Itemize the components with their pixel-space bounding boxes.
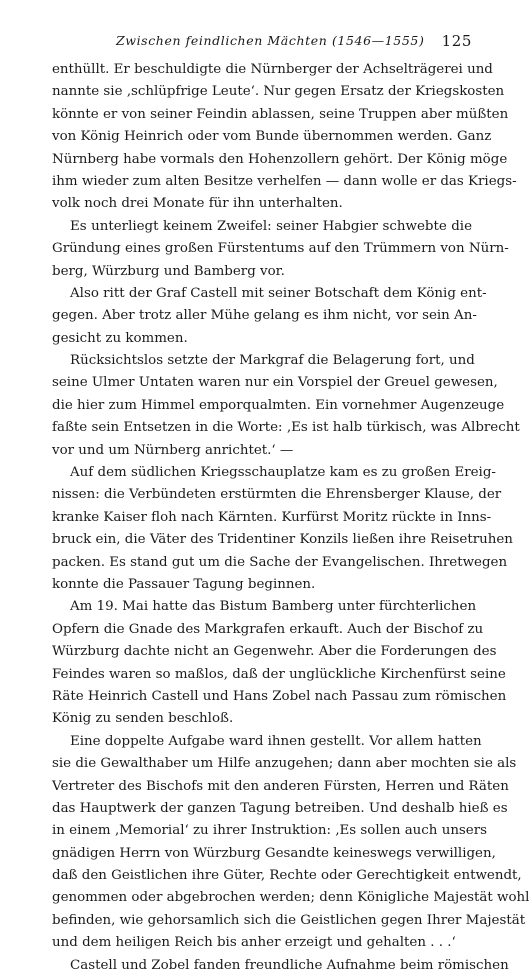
text-line: Nürnberg habe vormals den Hohenzollern gehört. Der König möge: [52, 151, 508, 167]
text-line: nissen: die Verbündeten erstürmten die Ehrensberger Klause, der: [52, 487, 502, 503]
text-line: die hier zum Himmel emporqualmten. Ein vornehmer Augenzeuge: [52, 397, 505, 413]
text-line: Eine doppelte Aufgabe ward ihnen gestellt. Vor allem hatten: [70, 733, 482, 749]
page-number: 125: [441, 32, 472, 50]
text-line: befinden, wie gehorsamlich sich die Geistlichen gegen Ihrer Majestät: [52, 912, 526, 928]
text-line: nannte sie ‚schlüpfrige Leute‘. Nur gegen Ersatz der Kriegskosten: [52, 84, 505, 100]
text-line: genommen oder abgebrochen werden; denn Königliche Majestät wohl: [52, 890, 529, 906]
text-line: und dem heiligen Reich bis anher erzeigt und gehalten . . .‘: [52, 935, 456, 951]
text-line: König zu senden beschloß.: [52, 711, 234, 727]
text-line: daß den Geistlichen ihre Güter, Rechte oder Gerechtigkeit entwendt,: [52, 868, 522, 884]
text-line: Feindes waren so maßlos, daß der unglückliche Kirchenfürst seine: [52, 666, 506, 682]
text-line: kranke Kaiser floh nach Kärnten. Kurfürst Moritz rückte in Inns-: [52, 509, 492, 525]
running-title: Zwischen feindlichen Mächten (1546—1555): [116, 33, 425, 48]
text-line: Auf dem südlichen Kriegsschauplatze kam es zu großen Ereig-: [70, 465, 496, 481]
text-line: faßte sein Entsetzen in die Worte: ‚Es ist halb türkisch, was Albrecht: [52, 420, 520, 436]
text-line: könnte er von seiner Feindin ablassen, seine Truppen aber müßten: [52, 106, 509, 122]
text-line: Vertreter des Bischofs mit den anderen Fürsten, Herren und Räten: [52, 778, 509, 794]
text-line: Castell und Zobel fanden freundliche Aufnahme beim römischen: [70, 957, 509, 973]
text-line: in einem ‚Memorial‘ zu ihrer Instruktion: ‚Es sollen auch unsers: [52, 823, 488, 839]
text-line: ihm wieder zum alten Besitze verhelfen — dann wolle er das Kriegs-: [52, 173, 517, 189]
text-line: gegen. Aber trotz aller Mühe gelang es ihm nicht, vor sein An-: [52, 308, 477, 324]
text-line: vor und um Nürnberg anrichtet.‘ —: [52, 442, 294, 458]
text-line: seine Ulmer Untaten waren nur ein Vorspiel der Greuel gewesen,: [52, 375, 498, 391]
text-line: gesicht zu kommen.: [52, 330, 188, 346]
text-line: gnädigen Herrn von Würzburg Gesandte keineswegs verwilligen,: [52, 845, 496, 861]
text-line: Rücksichtslos setzte der Markgraf die Belagerung fort, und: [70, 353, 475, 369]
text-line: konnte die Passauer Tagung beginnen.: [52, 576, 316, 592]
text-line: Es unterliegt keinem Zweifel: seiner Habgier schwebte die: [70, 218, 472, 234]
running-head: [52, 30, 472, 52]
text-line: berg, Würzburg und Bamberg vor.: [52, 263, 285, 279]
text-line: sie die Gewalthaber um Hilfe anzugehen; dann aber mochten sie als: [52, 756, 517, 772]
text-line: packen. Es stand gut um die Sache der Evangelischen. Ihretwegen: [52, 554, 508, 570]
text-line: von König Heinrich oder vom Bunde übernommen werden. Ganz: [52, 129, 492, 145]
body-text: [52, 59, 529, 973]
text-line: Opfern die Gnade des Markgrafen erkauft. Auch der Bischof zu: [52, 621, 484, 637]
text-line: volk noch drei Monate für ihn unterhalten.: [52, 196, 343, 212]
text-line: Am 19. Mai hatte das Bistum Bamberg unter fürchterlichen: [70, 599, 477, 615]
text-line: enthüllt. Er beschuldigte die Nürnberger der Achselträgerei und: [52, 62, 493, 77]
text-line: Würzburg dachte nicht an Gegenwehr. Aber die Forderungen des: [52, 644, 497, 660]
text-line: Gründung eines großen Fürstentums auf den Trümmern von Nürn-: [52, 241, 509, 257]
text-line: Räte Heinrich Castell und Hans Zobel nach Passau zum römischen: [52, 688, 507, 704]
text-line: Also ritt der Graf Castell mit seiner Botschaft dem König ent-: [70, 285, 487, 301]
text-line: bruck ein, die Väter des Tridentiner Konzils ließen ihre Reisetruhen: [52, 532, 513, 548]
text-line: das Hauptwerk der ganzen Tagung betreiben. Und deshalb hieß es: [52, 800, 508, 816]
